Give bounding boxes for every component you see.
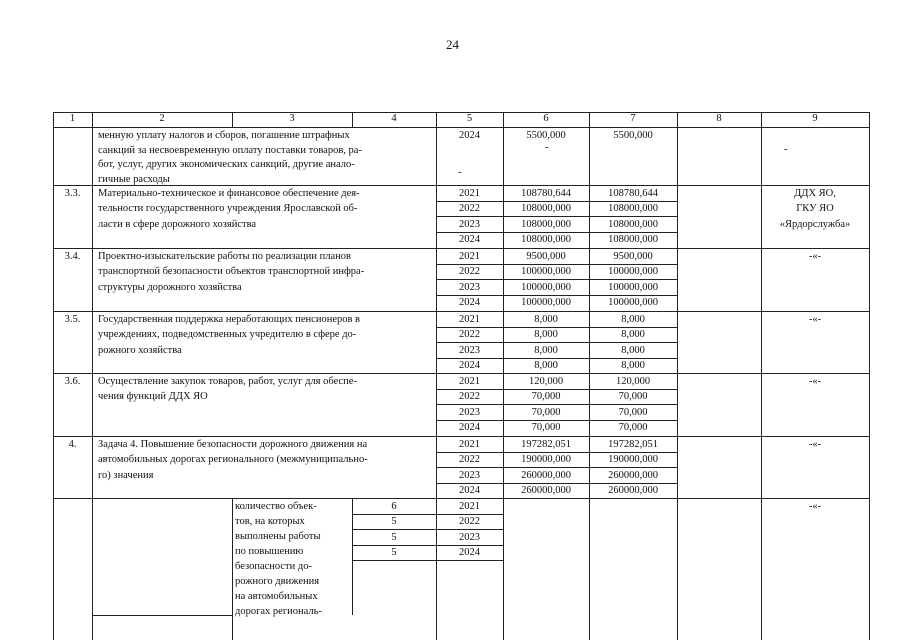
section-text-line: транспортной безопасности объектов транспортной инфра- xyxy=(98,266,365,277)
value-cell-7: 100000,000 xyxy=(608,297,658,308)
indicator-text-line: на автомобильных xyxy=(235,591,318,602)
value-cell-7: 70,000 xyxy=(618,391,648,402)
indicator-row-line xyxy=(352,560,504,561)
value-cell-6: 108000,000 xyxy=(521,234,571,245)
value-cell-6: 8,000 xyxy=(534,313,558,325)
value-cell-6: 108780,644 xyxy=(521,187,571,199)
value-cell-6: 260000,000 xyxy=(521,469,571,481)
section-text-line: чения функций ДДХ ЯО xyxy=(98,391,208,402)
indicator-value: 5 xyxy=(391,547,397,558)
year-cell: 2024 xyxy=(459,360,480,371)
continuation-text-line: менную уплату налогов и сборов, погашение штрафных xyxy=(98,130,350,141)
continuation-value-7: 5500,000 xyxy=(613,130,653,141)
indicator-text-line: безопасности до- xyxy=(235,561,312,572)
section-text-line: тельности государственного учреждения Ярославской об- xyxy=(98,203,358,214)
responsible-cell: -«- xyxy=(808,375,822,387)
year-cell: 2021 xyxy=(459,313,480,325)
grid-vline xyxy=(589,112,590,640)
section-text-line: рожного хозяйства xyxy=(98,344,182,356)
section-text-line: автомобильных дорогах регионального (межмуниципально- xyxy=(98,454,368,465)
value-cell-7: 260000,000 xyxy=(608,485,658,496)
value-cell-7: 9500,000 xyxy=(613,250,653,262)
header-cell-6: 6 xyxy=(543,113,549,124)
responsible-cell: «Ярдорслужба» xyxy=(779,218,851,230)
grid-vline-left xyxy=(53,112,54,640)
header-cell-8: 8 xyxy=(716,113,722,124)
grid-vline xyxy=(92,112,93,640)
indicator-year: 2024 xyxy=(459,547,480,558)
year-cell: 2021 xyxy=(459,187,480,199)
year-cell: 2024 xyxy=(459,422,480,433)
indicator-text-line: тов, на которых xyxy=(235,516,305,527)
grid-vline xyxy=(232,498,233,640)
value-cell-7: 108000,000 xyxy=(608,218,658,230)
value-cell-7: 8,000 xyxy=(621,313,645,325)
section-number: 3.5. xyxy=(64,313,81,325)
indicator-text-line: количество объек- xyxy=(235,501,317,512)
year-cell: 2022 xyxy=(459,454,480,465)
responsible-cell: -«- xyxy=(808,313,822,325)
value-cell-6: 260000,000 xyxy=(521,485,571,496)
section-number: 3.4. xyxy=(64,250,81,262)
year-cell: 2024 xyxy=(459,485,480,496)
indicator-value: 5 xyxy=(391,531,397,543)
value-cell-6: 70,000 xyxy=(531,422,561,433)
value-cell-6: 70,000 xyxy=(531,391,561,402)
value-cell-7: 100000,000 xyxy=(608,266,658,277)
value-cell-6: 100000,000 xyxy=(521,297,571,308)
responsible-cell: -«- xyxy=(808,500,822,512)
year-cell: 2021 xyxy=(459,250,480,262)
value-cell-7: 197282,051 xyxy=(608,438,658,450)
value-cell-7: 260000,000 xyxy=(608,469,658,481)
header-cell-5: 5 xyxy=(466,113,473,124)
value-cell-6: 197282,051 xyxy=(521,438,571,450)
year-cell: 2024 xyxy=(459,234,480,245)
header-cell-9: 9 xyxy=(812,113,818,124)
section-number: 3.3. xyxy=(64,187,81,199)
responsible-cell: -«- xyxy=(808,250,822,262)
value-cell-7: 70,000 xyxy=(618,422,648,433)
value-cell-6: 108000,000 xyxy=(521,218,571,230)
continuation-value-6: 5500,000 xyxy=(526,130,566,141)
value-cell-7: 108780,644 xyxy=(608,187,658,199)
section-text-line: Проектно-изыскательские работы по реализации планов xyxy=(98,250,351,262)
section-number: 4. xyxy=(68,438,77,450)
value-cell-6: 8,000 xyxy=(534,329,558,340)
value-cell-6: 8,000 xyxy=(534,360,558,371)
dash-mark: - xyxy=(784,144,788,155)
year-cell: 2022 xyxy=(459,203,480,214)
dash-mark: - xyxy=(458,167,462,178)
indicator-value: 6 xyxy=(391,500,397,512)
value-cell-7: 8,000 xyxy=(621,360,645,371)
year-cell: 2023 xyxy=(459,469,480,481)
value-cell-7: 120,000 xyxy=(615,375,651,387)
section-text-line: учреждениях, подведомственных учредителю в сфере до- xyxy=(98,329,357,340)
responsible-cell: ДДХ ЯО, xyxy=(794,187,836,199)
value-cell-7: 8,000 xyxy=(621,329,645,340)
section-text-line: Задача 4. Повышение безопасности дорожного движения на xyxy=(98,438,368,450)
page-number: 24 xyxy=(446,37,459,52)
section-text-line: го) значения xyxy=(98,469,154,481)
indicator-year: 2023 xyxy=(459,531,480,543)
value-cell-6: 190000,000 xyxy=(521,454,571,465)
value-cell-6: 100000,000 xyxy=(521,281,571,293)
header-cell-3: 3 xyxy=(289,113,295,124)
continuation-year: 2024 xyxy=(459,130,480,141)
year-cell: 2022 xyxy=(459,329,480,340)
section-text-line: Осуществление закупок товаров, работ, услуг для обеспе- xyxy=(98,375,357,387)
responsible-cell: ГКУ ЯО xyxy=(796,203,834,214)
grid-vline-header xyxy=(352,112,353,127)
section-text-line: Материально-техническое и финансовое обеспечение дея- xyxy=(98,187,360,199)
header-cell-1: 1 xyxy=(69,113,76,124)
year-cell: 2023 xyxy=(459,344,480,356)
section-text-line: структуры дорожного хозяйства xyxy=(98,281,242,293)
indicator-text-line: дорогах региональ- xyxy=(235,606,322,617)
year-cell: 2022 xyxy=(459,391,480,402)
indicator-year: 2022 xyxy=(459,516,480,527)
year-cell: 2023 xyxy=(459,406,480,418)
section-text-line: ласти в сфере дорожного хозяйства xyxy=(98,218,257,230)
year-cell: 2023 xyxy=(459,281,480,293)
value-cell-6: 70,000 xyxy=(531,406,561,418)
year-cell: 2023 xyxy=(459,218,480,230)
indicator-year: 2021 xyxy=(459,500,480,512)
value-cell-7: 108000,000 xyxy=(608,203,658,214)
grid-vline-right xyxy=(869,112,870,640)
section-number: 3.6. xyxy=(64,375,81,387)
grid-vline xyxy=(677,112,678,640)
value-cell-6: 8,000 xyxy=(534,344,558,356)
grid-vline xyxy=(761,112,762,640)
responsible-cell: -«- xyxy=(808,438,822,450)
value-cell-6: 100000,000 xyxy=(521,266,571,277)
year-cell: 2021 xyxy=(459,375,480,387)
value-cell-7: 190000,000 xyxy=(608,454,658,465)
grid-vline-header xyxy=(232,112,233,127)
indicator-bottom-line xyxy=(92,615,233,616)
value-cell-7: 8,000 xyxy=(621,344,645,356)
value-cell-7: 100000,000 xyxy=(608,281,658,293)
dash-mark: - xyxy=(545,142,549,153)
year-cell: 2022 xyxy=(459,266,480,277)
continuation-text-line: бот, услуг, других экономических санкций, другие анало- xyxy=(98,159,355,170)
continuation-text-line: санкций за несвоевременную оплату поставки товаров, ра- xyxy=(98,144,362,156)
indicator-text-line: рожного движения xyxy=(235,576,320,587)
indicator-text-line: выполнены работы xyxy=(235,531,321,542)
indicator-text-line: по повышению xyxy=(235,546,304,557)
continuation-text-line: гичные расходы xyxy=(98,173,170,185)
value-cell-7: 108000,000 xyxy=(608,234,658,245)
header-cell-2: 2 xyxy=(159,113,165,124)
value-cell-6: 9500,000 xyxy=(526,250,566,262)
header-cell-7: 7 xyxy=(630,113,636,124)
value-cell-6: 120,000 xyxy=(528,375,564,387)
section-text-line: Государственная поддержка неработающих пенсионеров в xyxy=(98,313,361,325)
year-cell: 2021 xyxy=(459,438,480,450)
header-cell-4: 4 xyxy=(391,113,397,124)
value-cell-6: 108000,000 xyxy=(521,203,571,214)
value-cell-7: 70,000 xyxy=(618,406,648,418)
indicator-value: 5 xyxy=(391,516,397,527)
year-cell: 2024 xyxy=(459,297,480,308)
